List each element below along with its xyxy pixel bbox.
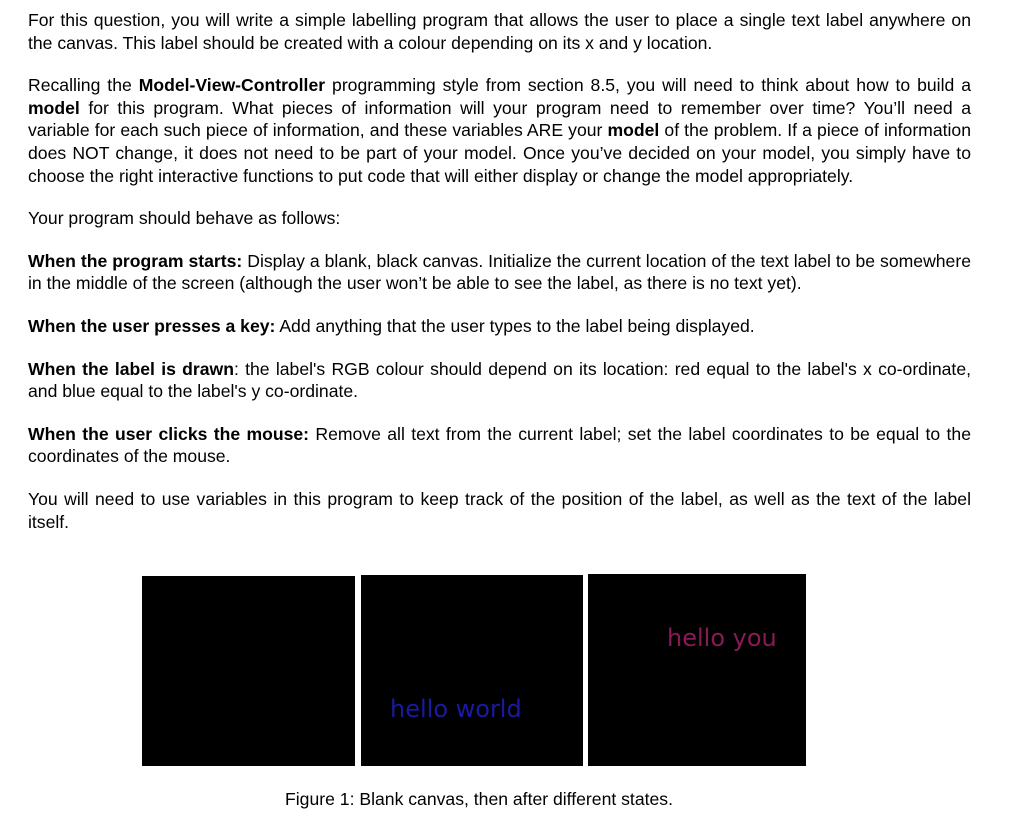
mvc-text-3: for this program. What pieces of information will your program need to remember over time? You’ll need a variable for each such piece of information, and these variables ARE your — [28, 97, 971, 141]
starts-heading: When the program starts: — [28, 250, 243, 271]
click-paragraph — [28, 423, 971, 468]
drawn-text: : the label's RGB colour should depend on its location: red equal to the label's x co-ordinate, and blue equal to the label's y co-ordinate. — [28, 358, 971, 402]
canvas-hello-world — [361, 575, 583, 766]
starts-paragraph — [28, 250, 971, 295]
model-bold-1: model — [28, 97, 80, 118]
mvc-text-4: of the problem. If a piece of information does NOT change, it does not need to be part of your model. Once you’ve decided on your model, you simply have to choose the right interactive functions to put code that will either display or change the model appropriately. — [28, 120, 971, 186]
mvc-text-2: programming style from section 8.5, you will need to think about how to build a — [325, 75, 971, 96]
canvas-label-hello-world: hello world — [390, 695, 522, 723]
drawn-heading: When the label is drawn — [28, 358, 234, 379]
figure-canvases — [0, 573, 1024, 768]
click-text: Remove all text from the current label; set the label coordinates to be equal to the coordinates of the mouse. — [28, 423, 971, 467]
canvas-hello-you — [588, 574, 806, 766]
click-heading: When the user clicks the mouse: — [28, 423, 310, 444]
key-text: Add anything that the user types to the label being displayed. — [275, 315, 755, 336]
intro-paragraph: For this question, you will write a simple labelling program that allows the user to place a single text label anywhere on the canvas. This label should be created with a colour depending on its x and y location. — [28, 10, 971, 53]
starts-text: Display a blank, black canvas. Initialize the current location of the text label to be somewhere in the middle of the screen (although the user won’t be able to see the label, as there is no text yet). — [28, 250, 971, 294]
variables-paragraph: You will need to use variables in this program to keep track of the position of the label, as well as the text of the label itself. — [28, 488, 971, 532]
canvas-label-hello-you: hello you — [667, 624, 777, 652]
drawn-paragraph — [28, 358, 971, 403]
canvas-blank — [142, 576, 355, 766]
document-body — [28, 9, 971, 553]
mvc-paragraph — [28, 74, 971, 187]
figure-caption: Figure 1: Blank canvas, then after different states. — [285, 789, 673, 809]
key-heading: When the user presses a key: — [28, 315, 276, 336]
behave-paragraph: Your program should behave as follows: — [28, 208, 341, 229]
model-bold-2: model — [607, 120, 660, 141]
mvc-text-1: Recalling the — [28, 75, 139, 96]
key-paragraph — [28, 315, 971, 338]
mvc-bold-term: Model-View-Controller — [138, 75, 326, 96]
